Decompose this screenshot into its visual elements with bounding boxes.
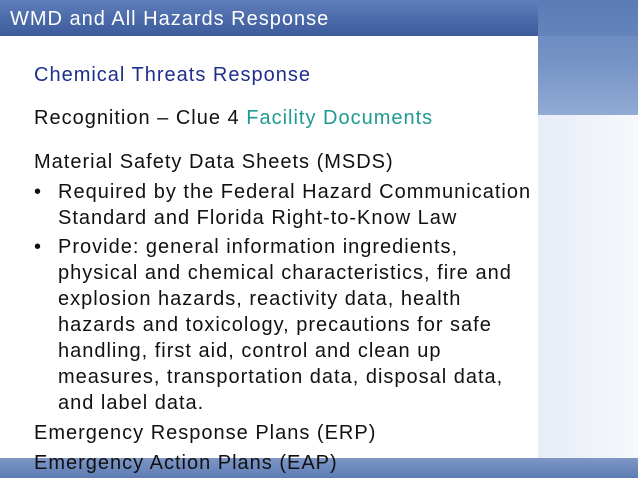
erp-heading: Emergency Response Plans (ERP) — [34, 422, 377, 444]
eap-heading: Emergency Action Plans (EAP) — [34, 452, 338, 474]
slide-subtitle: Chemical Threats Response — [34, 64, 311, 86]
msds-heading: Material Safety Data Sheets (MSDS) — [34, 151, 394, 173]
bullet-line: Required by the Federal Hazard Communication — [58, 181, 532, 203]
header-title: WMD and All Hazards Response — [10, 8, 330, 30]
bullet-line: and label data. — [58, 392, 205, 414]
bullet-line: physical and chemical characteristics, fire and — [58, 262, 512, 284]
bullet-marker: • — [34, 181, 42, 203]
bullet-line: Standard and Florida Right-to-Know Law — [58, 207, 458, 229]
recognition-prefix: Recognition – Clue 4 — [34, 107, 247, 129]
bullet-marker: • — [34, 236, 42, 258]
decorative-strip-right — [538, 115, 638, 478]
bullet-line: explosion hazards, reactivity data, health — [58, 288, 462, 310]
recognition-accent: Facility Documents — [246, 107, 434, 129]
recognition-line — [34, 107, 433, 130]
decorative-panel-top-right — [538, 0, 638, 115]
bullet-line: hazards and toxicology, precautions for safe — [58, 314, 492, 336]
bullet-line: handling, first aid, control and clean up — [58, 340, 442, 362]
bullet-line: measures, transportation data, disposal data, — [58, 366, 504, 388]
bullet-line: Provide: general information ingredients, — [58, 236, 459, 258]
